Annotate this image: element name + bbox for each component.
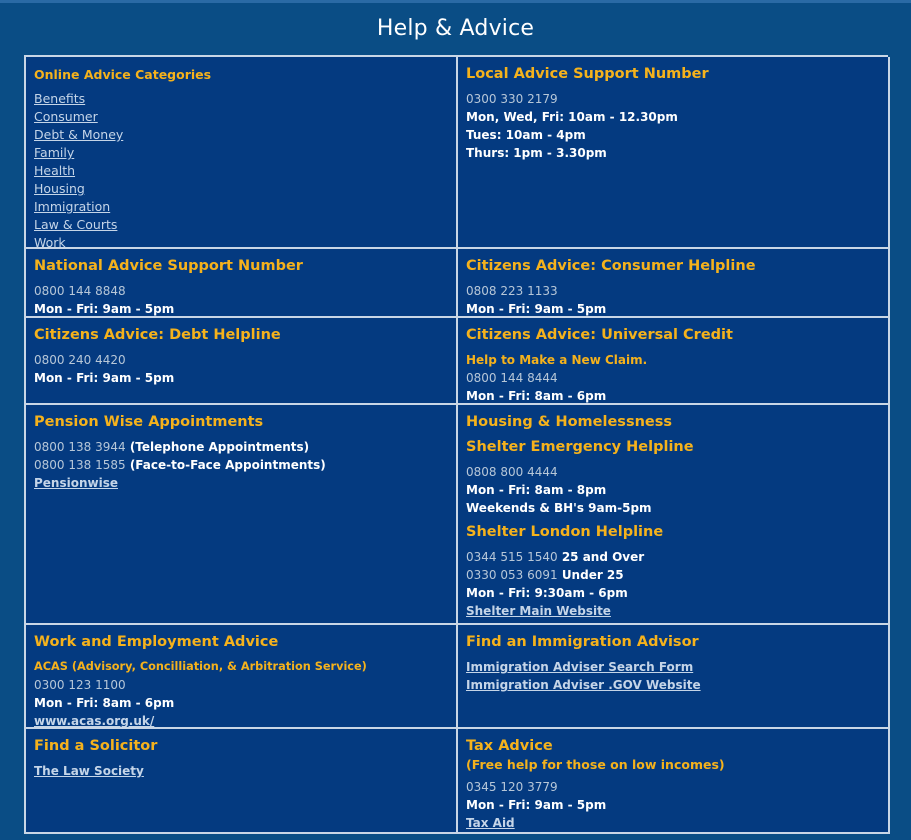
card-heading: National Advice Support Number bbox=[34, 258, 303, 274]
phone-number: 0808 223 1133 bbox=[466, 284, 558, 298]
category-link-consumer[interactable]: Consumer bbox=[34, 109, 98, 124]
card-heading: Pension Wise Appointments bbox=[34, 414, 264, 430]
card-work-employment bbox=[26, 625, 458, 729]
phone-line bbox=[466, 548, 880, 566]
card-heading: Citizens Advice: Universal Credit bbox=[466, 327, 733, 343]
shelter-website-link[interactable]: Shelter Main Website bbox=[466, 604, 611, 618]
card-heading: Local Advice Support Number bbox=[466, 66, 709, 82]
phone-number: 0800 138 3944 bbox=[34, 440, 126, 454]
opening-hours: Weekends & BH's 9am-5pm bbox=[466, 501, 652, 515]
phone-number: 0300 123 1100 bbox=[34, 678, 126, 692]
opening-hours: Thurs: 1pm - 3.30pm bbox=[466, 146, 607, 160]
category-link-housing[interactable]: Housing bbox=[34, 181, 85, 196]
card-heading: Citizens Advice: Consumer Helpline bbox=[466, 258, 756, 274]
category-link-health[interactable]: Health bbox=[34, 163, 76, 178]
law-society-link[interactable]: The Law Society bbox=[34, 764, 144, 778]
opening-hours: Mon - Fri: 9am - 5pm bbox=[466, 798, 607, 812]
phone-number: 0345 120 3779 bbox=[466, 780, 558, 794]
phone-number: 0300 330 2179 bbox=[466, 92, 558, 106]
pensionwise-link[interactable]: Pensionwise bbox=[34, 476, 118, 490]
category-link-benefits[interactable]: Benefits bbox=[34, 91, 86, 106]
card-heading: Tax Advice bbox=[466, 738, 553, 754]
card-heading: Online Advice Categories bbox=[34, 67, 212, 82]
advice-grid bbox=[24, 55, 888, 834]
category-link-work[interactable]: Work bbox=[34, 235, 66, 249]
card-subheading: ACAS (Advisory, Concilliation, & Arbitration Service) bbox=[34, 660, 367, 673]
card-tax-advice bbox=[458, 729, 890, 834]
opening-hours: Mon - Fri: 8am - 6pm bbox=[466, 389, 607, 403]
card-heading: Find an Immigration Advisor bbox=[466, 634, 699, 650]
page-title: Help & Advice bbox=[376, 16, 535, 41]
top-border bbox=[0, 0, 911, 3]
card-debt-helpline bbox=[26, 318, 458, 405]
phone-line bbox=[34, 456, 448, 474]
tax-aid-link[interactable]: Tax Aid bbox=[466, 816, 515, 830]
card-pension-wise bbox=[26, 405, 458, 625]
card-universal-credit bbox=[458, 318, 890, 405]
category-link-law-courts[interactable]: Law & Courts bbox=[34, 217, 118, 232]
category-link-immigration[interactable]: Immigration bbox=[34, 199, 111, 214]
phone-number: 0808 800 4444 bbox=[466, 465, 558, 479]
opening-hours: Mon - Fri: 9:30am - 6pm bbox=[466, 586, 628, 600]
opening-hours: Mon - Fri: 9am - 5pm bbox=[34, 302, 175, 316]
card-immigration bbox=[458, 625, 890, 729]
card-solicitor bbox=[26, 729, 458, 834]
phone-number: 0800 144 8848 bbox=[34, 284, 126, 298]
opening-hours: Mon - Fri: 8am - 8pm bbox=[466, 483, 607, 497]
phone-number: 0330 053 6091 bbox=[466, 568, 558, 582]
phone-number: 0344 515 1540 bbox=[466, 550, 558, 564]
shelter-london-heading: Shelter London Helpline bbox=[466, 524, 664, 540]
category-link-debt-money[interactable]: Debt & Money bbox=[34, 127, 124, 142]
card-subheading: Help to Make a New Claim. bbox=[466, 353, 648, 367]
phone-number: 0800 240 4420 bbox=[34, 353, 126, 367]
phone-note: (Face-to-Face Appointments) bbox=[129, 458, 326, 472]
opening-hours: Mon - Fri: 8am - 6pm bbox=[34, 696, 175, 710]
card-housing bbox=[458, 405, 890, 625]
phone-line bbox=[34, 438, 448, 456]
card-online-categories bbox=[26, 57, 458, 249]
card-national-advice bbox=[26, 249, 458, 318]
phone-number: 0800 138 1585 bbox=[34, 458, 126, 472]
card-consumer-helpline bbox=[458, 249, 890, 318]
card-heading: Citizens Advice: Debt Helpline bbox=[34, 327, 281, 343]
phone-note: (Telephone Appointments) bbox=[129, 440, 310, 454]
category-links bbox=[34, 90, 448, 249]
phone-note: 25 and Over bbox=[561, 550, 645, 564]
immigration-gov-link[interactable]: Immigration Adviser .GOV Website bbox=[466, 678, 701, 692]
acas-link[interactable]: www.acas.org.uk/ bbox=[34, 714, 155, 728]
card-heading: Work and Employment Advice bbox=[34, 634, 279, 650]
card-local-advice bbox=[458, 57, 890, 249]
immigration-search-link[interactable]: Immigration Adviser Search Form bbox=[466, 660, 694, 674]
opening-hours: Mon, Wed, Fri: 10am - 12.30pm bbox=[466, 110, 678, 124]
card-heading: Find a Solicitor bbox=[34, 738, 158, 754]
shelter-emergency-heading: Shelter Emergency Helpline bbox=[466, 439, 694, 455]
opening-hours: Mon - Fri: 9am - 5pm bbox=[34, 371, 175, 385]
opening-hours: Mon - Fri: 9am - 5pm bbox=[466, 302, 607, 316]
phone-line bbox=[466, 566, 880, 584]
card-heading: Housing & Homelessness bbox=[466, 414, 672, 430]
card-subheading: (Free help for those on low incomes) bbox=[466, 757, 725, 772]
opening-hours: Tues: 10am - 4pm bbox=[466, 128, 586, 142]
category-link-family[interactable]: Family bbox=[34, 145, 75, 160]
phone-note: Under 25 bbox=[561, 568, 624, 582]
phone-number: 0800 144 8444 bbox=[466, 371, 558, 385]
